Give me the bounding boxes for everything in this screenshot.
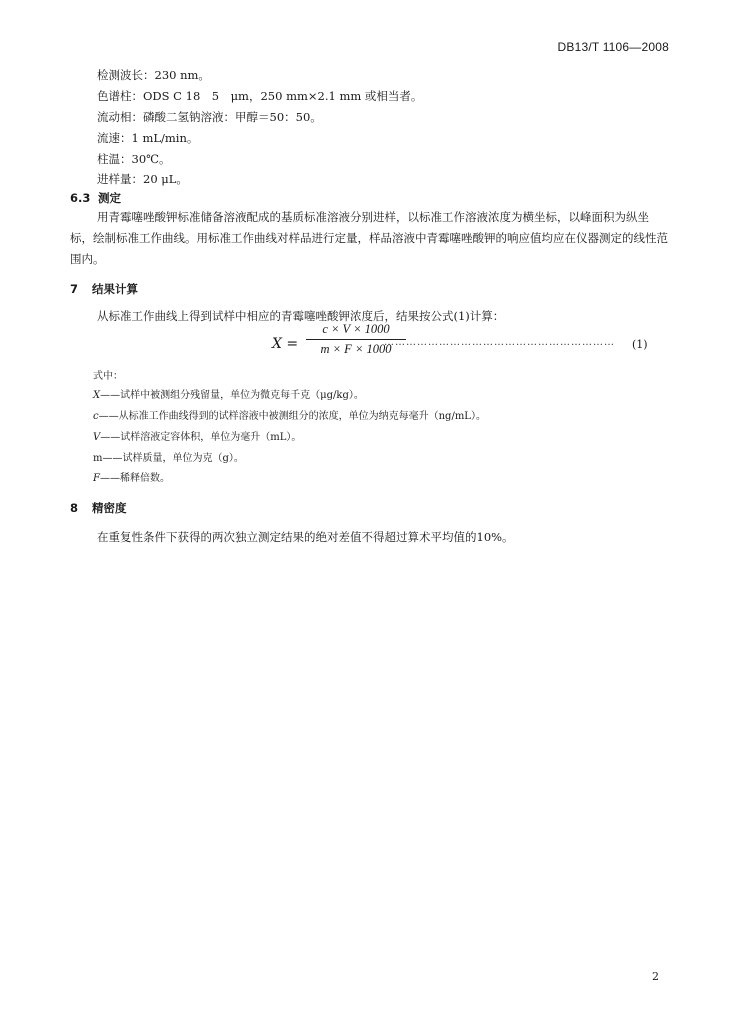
section-heading-6-3 [70, 190, 121, 206]
section-number: 6.3 [70, 191, 91, 205]
section-6-3-paragraph: 用青霉噻唑酸钾标准储备溶液配成的基质标准溶液分别进样，以标准工作溶液浓度为横坐标，以峰面积为纵坐标，绘制标准工作曲线。用标准工作曲线对样品进行定量，样品溶液中青霉噻唑酸钾的响应值均应在仪器测定的线性范围内。 [70, 210, 668, 266]
section-number: 7 [70, 282, 79, 296]
variable-symbol: c [93, 411, 99, 422]
formula-lhs: X = [272, 336, 299, 352]
condition-column-temp: 柱温：30℃。 [97, 152, 171, 166]
variable-definition-v [93, 431, 301, 445]
formula-leader-dots: ……………………………………………………… [384, 337, 615, 348]
section-title: 精密度 [92, 501, 127, 515]
section-7-paragraph: 从标准工作曲线上得到试样中相应的青霉噻唑酸钾浓度后，结果按公式(1)计算： [97, 309, 505, 323]
variable-symbol: V [93, 432, 101, 443]
variable-description: ——试样溶液定容体积，单位为毫升（mL）。 [100, 432, 302, 443]
variable-description: ——试样中被测组分残留量，单位为微克每千克（μg/kg）。 [100, 390, 364, 401]
variable-description: ——从标准工作曲线得到的试样溶液中被测组分的浓度，单位为纳克每毫升（ng/mL）。 [98, 411, 486, 422]
formula-denominator: m × F × 1000 [320, 342, 392, 356]
section-title: 测定 [98, 191, 121, 205]
variable-definition-f [93, 472, 170, 486]
condition-flow-rate: 流速：1 mL/min。 [97, 131, 199, 145]
condition-column: 色谱柱：ODS C 18 5 μm，250 mm×2.1 mm 或相当者。 [97, 89, 423, 103]
condition-injection-volume: 进样量：20 μL。 [97, 172, 188, 186]
section-number: 8 [70, 501, 79, 515]
page-number: 2 [652, 970, 659, 983]
variable-description: ——试样质量，单位为克（g）。 [102, 453, 244, 464]
variable-description: ——稀释倍数。 [99, 473, 170, 484]
formula-numerator: c × V × 1000 [306, 322, 406, 340]
section-heading-8 [70, 500, 127, 516]
variable-symbol: m [93, 453, 103, 464]
variable-definition-m [93, 452, 244, 466]
section-heading-7 [70, 281, 138, 297]
condition-wavelength: 检测波长：230 nm。 [97, 68, 210, 82]
variable-symbol: F [93, 473, 100, 484]
formula-equation-number: (1) [632, 338, 648, 351]
where-label: 式中： [93, 371, 123, 382]
section-title: 结果计算 [92, 282, 138, 296]
section-8-paragraph: 在重复性条件下获得的两次独立测定结果的绝对差值不得超过算术平均值的10%。 [97, 530, 514, 544]
variable-definition-x [93, 389, 364, 403]
variable-definition-c [93, 410, 486, 424]
standard-code: DB13/T 1106—2008 [557, 40, 669, 54]
formula-1 [272, 322, 672, 368]
condition-mobile-phase: 流动相：磷酸二氢钠溶液：甲醇＝50：50。 [97, 110, 322, 124]
variable-symbol: X [93, 390, 101, 401]
